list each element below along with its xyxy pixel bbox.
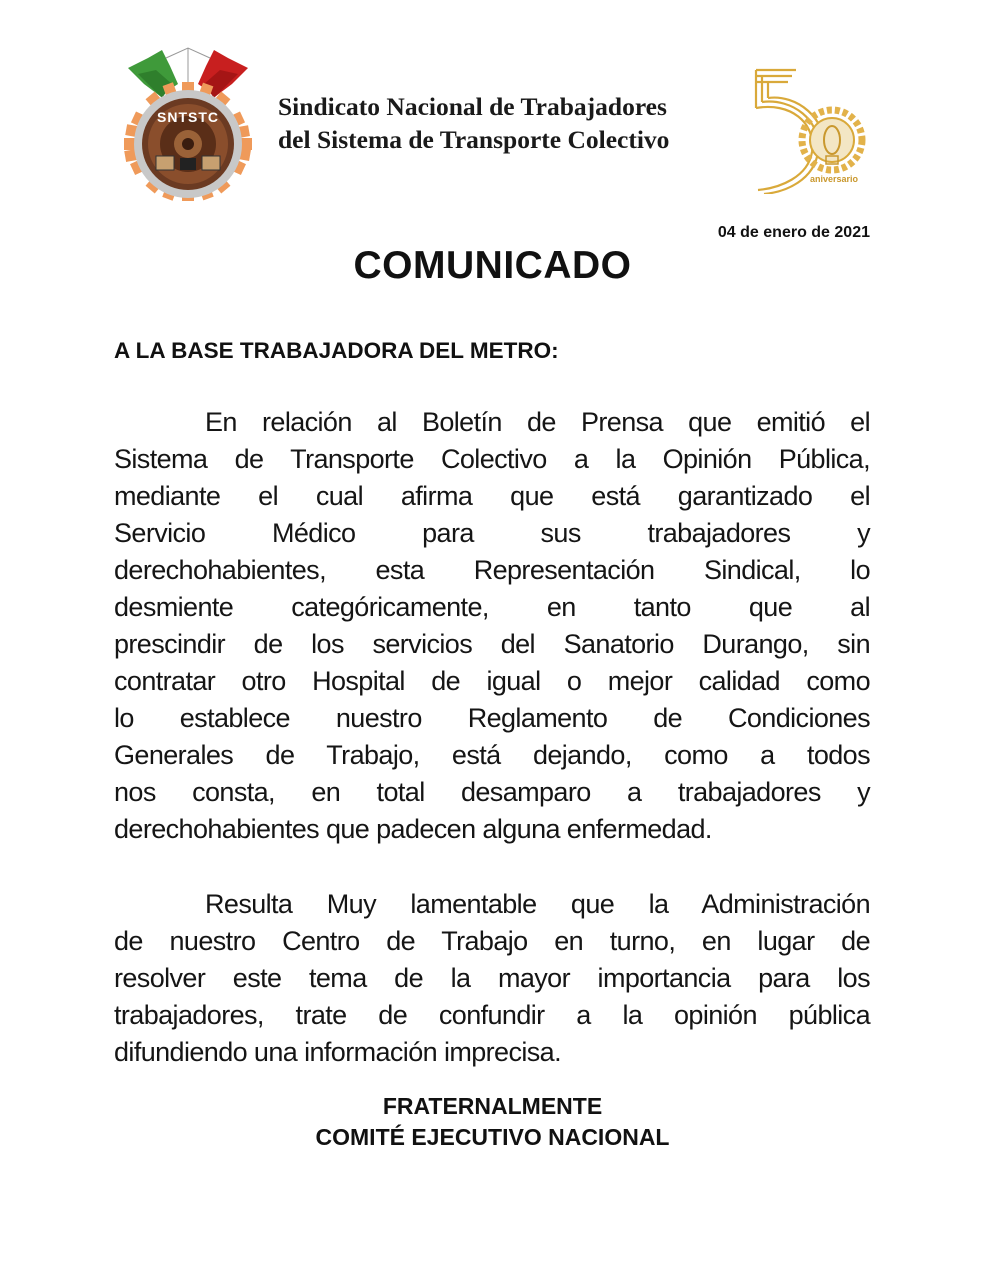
- closing-salutation: FRATERNALMENTE: [382, 1093, 603, 1119]
- paragraph-line: prescindir de los servicios del Sanatorio Durango, sin: [114, 629, 870, 659]
- sntstc-union-emblem-icon: [118, 44, 258, 206]
- paragraph-line: difundiendo una información imprecisa.: [114, 1037, 561, 1067]
- organization-name: [278, 90, 738, 156]
- paragraph-line: derechohabientes, esta Representación Sindical, lo: [114, 555, 870, 585]
- paragraph-line: contratar otro Hospital de igual o mejor calidad como: [114, 666, 870, 696]
- paragraph-line: derechohabientes que padecen alguna enfermedad.: [114, 814, 712, 844]
- paragraph-line: En relación al Boletín de Prensa que emitió el: [205, 407, 870, 437]
- paragraph-line: nos consta, en total desamparo a trabajadores y: [114, 777, 870, 807]
- paragraph-line: Sistema de Transporte Colectivo a la Opinión Pública,: [114, 444, 870, 474]
- salutation: A LA BASE TRABAJADORA DEL METRO:: [114, 338, 559, 363]
- organization-line-2: del Sistema de Transporte Colectivo: [278, 125, 670, 154]
- 50-aniversario-emblem-icon: [750, 62, 870, 194]
- organization-line-1: Sindicato Nacional de Trabajadores: [278, 92, 667, 121]
- document-title: COMUNICADO: [353, 244, 632, 287]
- closing-signatory: COMITÉ EJECUTIVO NACIONAL: [315, 1124, 670, 1150]
- paragraph-line: Resulta Muy lamentable que la Administración: [205, 889, 870, 919]
- svg-text:SNTSTC: SNTSTC: [157, 109, 219, 125]
- paragraph-line: Servicio Médico para sus trabajadores y: [114, 518, 870, 548]
- paragraph-line: de nuestro Centro de Trabajo en turno, en lugar de: [114, 926, 870, 956]
- paragraph-line: trabajadores, trate de confundir a la opinión pública: [114, 1000, 870, 1030]
- paragraph-line: lo establece nuestro Reglamento de Condiciones: [114, 703, 870, 733]
- svg-text:aniversario: aniversario: [809, 174, 859, 184]
- paragraph-line: mediante el cual afirma que está garantizado el: [114, 481, 870, 511]
- paragraph-line: desmiente categóricamente, en tanto que al: [114, 592, 870, 622]
- document-date: 04 de enero de 2021: [717, 224, 870, 241]
- paragraph-line: resolver este tema de la mayor importancia para los: [114, 963, 870, 993]
- paragraph-line: Generales de Trabajo, está dejando, como a todos: [114, 740, 870, 770]
